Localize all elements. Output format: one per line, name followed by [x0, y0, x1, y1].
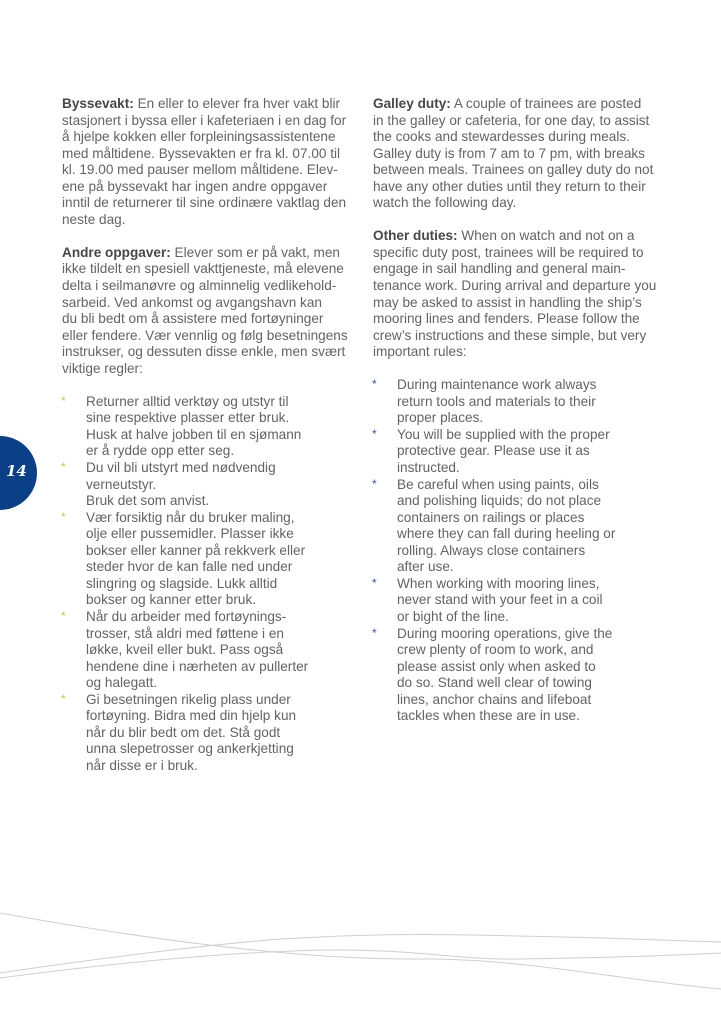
other-duties-paragraph-en: [373, 228, 663, 360]
asterisk-bullet-icon: *: [372, 625, 377, 640]
asterisk-bullet-icon: *: [372, 476, 377, 491]
list-item: [373, 377, 663, 427]
galley-duty-text-no: En eller to elever fra hver vakt blir stasjonert i byssa eller i kafeteriaen i en dag for å hjelpe kokken eller forpleiningsassistentene med måltidene. Byssevakten er fra kl. 07.00 til kl. 19.00 med pauser mellom måltidene. Elev- ene på byssevakt har ingen andre oppgaver inntil de returnerer til sine ordinære vaktlag den neste dag.: [62, 96, 347, 227]
other-duties-heading-en: Other duties:: [373, 228, 458, 244]
asterisk-bullet-icon: *: [61, 608, 66, 623]
list-item: [62, 460, 360, 510]
galley-duty-text-en: A couple of trainees are posted in the galley or cafeteria, for one day, to assist the cooks and stewardesses during meals. Galley duty is from 7 am to 7 pm, with breaks between meals. Trainees on galley duty do not have any other duties until they return to their watch the following day.: [373, 96, 654, 211]
list-item: [62, 692, 360, 775]
list-item: [373, 427, 663, 477]
rule-text: Be careful when using paints, oils and polishing liquids; do not place containers on railings or places where they can fall during heeling or rolling. Always close containers after use.: [397, 476, 616, 575]
galley-duty-paragraph-en: [373, 96, 663, 212]
rule-text: During maintenance work always return tools and materials to their proper places.: [397, 377, 597, 426]
asterisk-bullet-icon: *: [372, 575, 377, 590]
rule-text: Returner alltid verktøy og utstyr til sine respektive plasser etter bruk. Husk at halve jobben til en sjømann er å rydde opp etter seg.: [86, 393, 302, 459]
rule-text: Når du arbeider med fortøynings- trosser, stå aldri med føttene i en løkke, kveil eller bukt. Pass også hendene dine i nærheten av pullerter og halegatt.: [86, 608, 309, 691]
galley-duty-paragraph-no: [62, 96, 360, 228]
galley-duty-heading-en: Galley duty:: [373, 96, 451, 111]
rule-text: Du vil bli utstyrt med nødvendig verneutstyr. Bruk det som anvist.: [86, 460, 276, 509]
wave-line: [0, 934, 721, 973]
asterisk-bullet-icon: *: [372, 377, 377, 392]
rule-text: Vær forsiktig når du bruker maling, olje eller pussemidler. Plasser ikke bokser eller kanner på rekkverk eller steder hvor de kan falle ned under slingring og slagside. Lukk alltid bokser og kanner etter bruk.: [86, 509, 306, 608]
other-duties-heading-no: Andre oppgaver:: [62, 244, 171, 260]
list-item: [373, 626, 663, 725]
norwegian-column: [62, 96, 360, 774]
other-duties-paragraph-no: [62, 245, 360, 377]
rule-text: You will be supplied with the proper protective gear. Please use it as instructed.: [397, 426, 610, 476]
rule-text: When working with mooring lines, never stand with your feet in a coil or bight of the line.: [397, 575, 603, 624]
other-duties-text-no: Elever som er på vakt, men ikke tildelt en spesiell vakttjeneste, må elevene delta i seilmanøvre og alminnelig vedlikehold- sarbeid. Ved ankomst og avgangshavn kan du bli bedt om å assistere med fortøyninger eller fendere. Vær vennlig og følg besetningens instrukser, og dessuten disse enkle, men svært viktige regler:: [62, 244, 348, 376]
wave-line: [0, 913, 721, 989]
page-number: 14: [6, 462, 27, 480]
rules-list-no: [62, 394, 360, 775]
list-item: [62, 510, 360, 609]
rule-text: During mooring operations, give the crew plenty of room to work, and please assist only when asked to do so. Stand well clear of towing lines, anchor chains and lifeboat tackles when these are in use.: [397, 625, 613, 724]
list-item: [373, 576, 663, 626]
decorative-wave-lines: [0, 880, 721, 1023]
list-item: [62, 394, 360, 460]
english-column: [373, 96, 663, 725]
asterisk-bullet-icon: *: [372, 426, 377, 441]
wave-line: [0, 950, 721, 978]
rules-list-en: [373, 377, 663, 724]
other-duties-text-en: When on watch and not on a specific duty post, trainees will be required to engage in sail handling and general main- tenance work. During arrival and departure you may be asked to assist in handling the ship’s mooring lines and fenders. Please follow the crew’s instructions and these simple, but very important rules:: [373, 228, 657, 360]
list-item: [373, 477, 663, 576]
list-item: [62, 609, 360, 692]
asterisk-bullet-icon: *: [61, 393, 66, 408]
page-number-badge: [0, 436, 37, 510]
asterisk-bullet-icon: *: [61, 691, 66, 706]
asterisk-bullet-icon: *: [61, 460, 66, 475]
galley-duty-heading-no: Byssevakt:: [62, 96, 134, 111]
asterisk-bullet-icon: *: [61, 509, 66, 524]
rule-text: Gi besetningen rikelig plass under fortøyning. Bidra med din hjelp kun når du blir bedt om det. Stå godt unna slepetrosser og ankerkjetting når disse er i bruk.: [86, 691, 297, 773]
